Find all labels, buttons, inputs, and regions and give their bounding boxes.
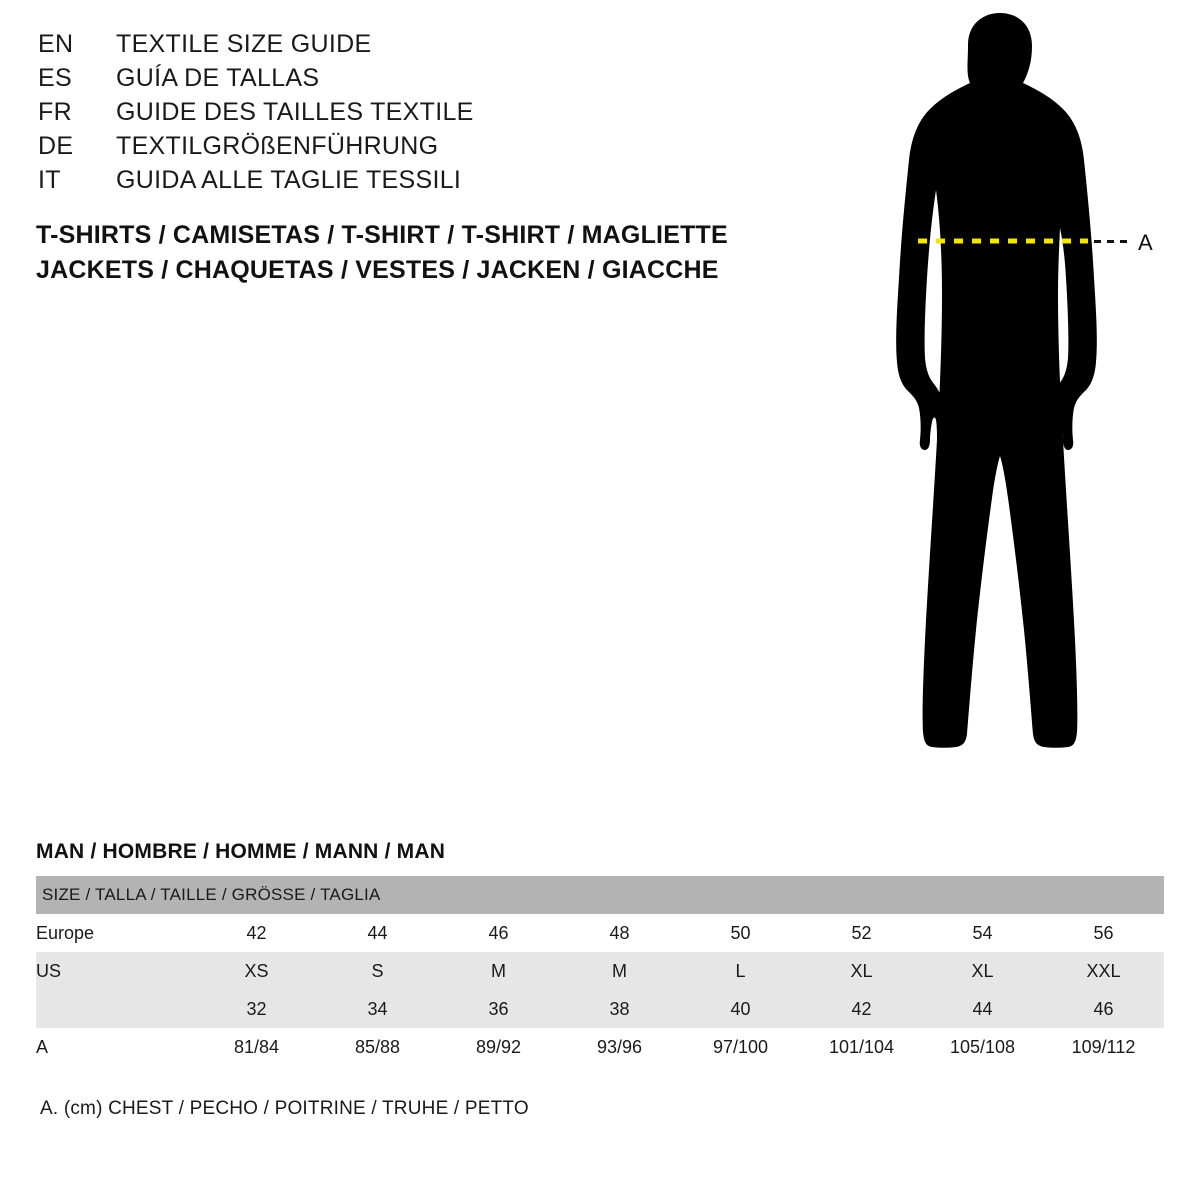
table-cell: 36	[438, 990, 559, 1028]
table-footnote: A. (cm) CHEST / PECHO / POITRINE / TRUHE / PETTO	[40, 1098, 529, 1119]
measure-leader-dashes	[1094, 240, 1130, 243]
row-label: A	[36, 1028, 196, 1066]
table-cell: 85/88	[317, 1028, 438, 1066]
table-cell: 109/112	[1043, 1028, 1164, 1066]
category-block	[36, 218, 796, 288]
category-line-jackets: JACKETS / CHAQUETAS / VESTES / JACKEN / GIACCHE	[36, 256, 719, 284]
language-text: GUIDE DES TAILLES TEXTILE	[116, 98, 474, 126]
language-code: FR	[38, 98, 72, 126]
table-cell: 48	[559, 914, 680, 952]
table-cell: 32	[196, 990, 317, 1028]
measure-label-a: A	[1138, 230, 1153, 255]
table-cell: 54	[922, 914, 1043, 952]
table-cell: 56	[1043, 914, 1164, 952]
language-text: TEXTILGRÖßENFÜHRUNG	[116, 132, 439, 160]
table-cell: XL	[801, 952, 922, 990]
table-cell: 50	[680, 914, 801, 952]
body-figure	[820, 10, 1180, 800]
table-cell: 101/104	[801, 1028, 922, 1066]
language-row	[38, 98, 758, 132]
table-cell: 105/108	[922, 1028, 1043, 1066]
category-line-tshirts: T-SHIRTS / CAMISETAS / T-SHIRT / T-SHIRT / MAGLIETTE	[36, 221, 728, 249]
table-row	[36, 952, 1164, 990]
language-row	[38, 30, 758, 64]
table-cell: L	[680, 952, 801, 990]
language-code: EN	[38, 30, 74, 58]
table-cell: 81/84	[196, 1028, 317, 1066]
size-table-section	[36, 840, 1164, 1066]
table-cell: XL	[922, 952, 1043, 990]
table-cell: 97/100	[680, 1028, 801, 1066]
table-cell: M	[438, 952, 559, 990]
language-text: GUÍA DE TALLAS	[116, 64, 320, 92]
language-code: IT	[38, 166, 61, 194]
language-header-block	[38, 30, 758, 200]
table-row	[36, 990, 1164, 1028]
row-label: Europe	[36, 914, 196, 952]
table-cell: 46	[1043, 990, 1164, 1028]
language-row	[38, 132, 758, 166]
table-cell: S	[317, 952, 438, 990]
table-cell: 46	[438, 914, 559, 952]
language-row	[38, 166, 758, 200]
row-label: US	[36, 952, 196, 990]
table-cell: XXL	[1043, 952, 1164, 990]
table-cell: 34	[317, 990, 438, 1028]
language-text: GUIDA ALLE TAGLIE TESSILI	[116, 166, 462, 194]
size-table	[36, 876, 1164, 1066]
table-section-title: MAN / HOMBRE / HOMME / MANN / MAN	[36, 840, 446, 863]
table-cell: 44	[317, 914, 438, 952]
table-header-label: SIZE / TALLA / TAILLE / GRÖSSE / TAGLIA	[36, 876, 1164, 914]
table-cell: M	[559, 952, 680, 990]
table-cell: 38	[559, 990, 680, 1028]
body-silhouette-icon	[820, 10, 1180, 800]
table-cell: 40	[680, 990, 801, 1028]
language-text: TEXTILE SIZE GUIDE	[116, 30, 372, 58]
table-row	[36, 1028, 1164, 1066]
table-cell: 44	[922, 990, 1043, 1028]
table-header-row	[36, 876, 1164, 914]
table-cell: XS	[196, 952, 317, 990]
row-label	[36, 990, 196, 1028]
table-cell: 42	[196, 914, 317, 952]
table-cell: 52	[801, 914, 922, 952]
table-row	[36, 914, 1164, 952]
table-cell: 42	[801, 990, 922, 1028]
language-code: DE	[38, 132, 74, 160]
table-cell: 89/92	[438, 1028, 559, 1066]
language-row	[38, 64, 758, 98]
language-code: ES	[38, 64, 72, 92]
table-cell: 93/96	[559, 1028, 680, 1066]
